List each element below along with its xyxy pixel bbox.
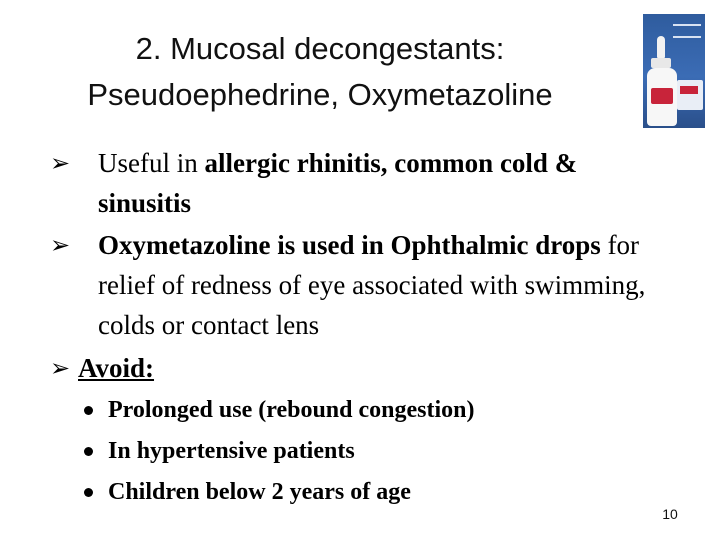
bullet-bold: allergic rhinitis, common cold & sinusitis [98, 148, 578, 218]
bullet-item-avoid [50, 348, 670, 388]
bullet-rest: for relief of redness of eye associated with swimming, colds or contact lens [98, 230, 646, 340]
bullet-lead: Useful in [98, 148, 205, 178]
dot-bullet-icon [84, 447, 93, 456]
arrow-bullet-icon: ➢ [50, 231, 71, 259]
dot-bullet-icon [84, 406, 93, 415]
arrow-bullet-icon: ➢ [50, 149, 71, 177]
avoid-item: Prolonged use (rebound congestion) [84, 390, 644, 430]
avoid-item: Children below 2 years of age [84, 472, 644, 512]
slide-number: 10 [662, 506, 678, 522]
slide-title [20, 26, 620, 118]
arrow-bullet-icon: ➢ [50, 354, 71, 382]
bullet-bold: Oxymetazoline is used in Ophthalmic drops [98, 230, 601, 260]
avoid-label: Avoid: [78, 353, 155, 383]
nasal-spray-image [643, 14, 705, 128]
avoid-item: In hypertensive patients [84, 431, 644, 471]
bullet-item-ophthalmic [50, 225, 670, 345]
dot-bullet-icon [84, 488, 93, 497]
slide-title-line-2: Pseudoephedrine, Oxymetazoline [87, 77, 553, 112]
slide-title-line-1: 2. Mucosal decongestants: [135, 31, 505, 66]
bullet-item-uses [50, 143, 670, 223]
